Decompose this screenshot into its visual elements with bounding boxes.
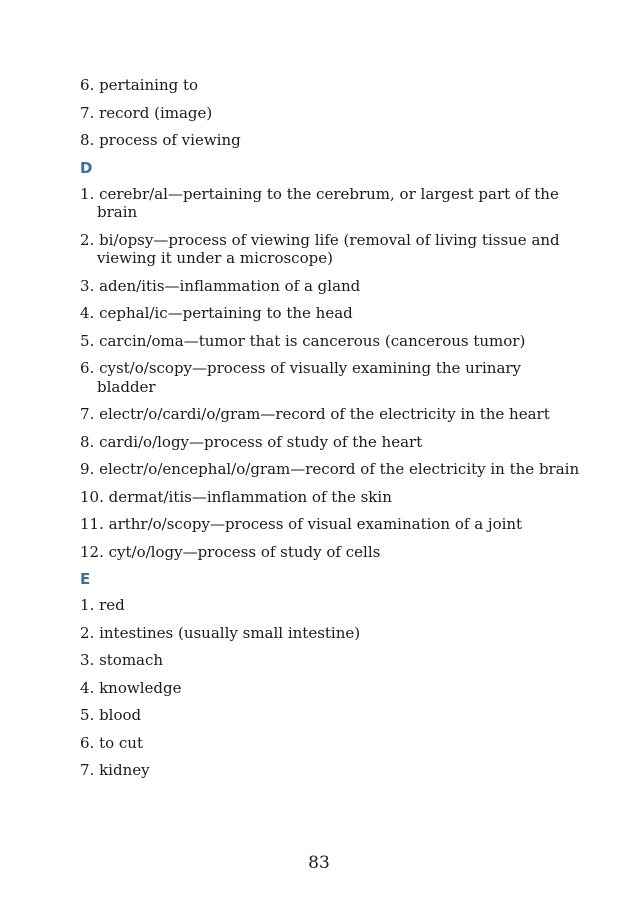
list-item: 4. cephal/ic—pertaining to the head	[80, 304, 353, 322]
list-item: 6. pertaining to	[80, 76, 199, 94]
list-item: 8. cardi/o/logy—process of study of the heart	[80, 432, 423, 451]
list-item: 2. bi/opsy—process of viewing life (removal of living tissue and viewing it under a microscope)	[80, 230, 560, 267]
list-item: 5. carcin/oma—tumor that is cancerous (cancerous tumor)	[80, 331, 526, 350]
list-item: 5. blood	[80, 706, 142, 724]
list-item: 11. arthr/o/scopy—process of visual examination of a joint	[80, 515, 523, 533]
section-e-list	[80, 596, 580, 780]
section-d-list	[80, 185, 580, 562]
list-item: 1. red	[80, 596, 125, 614]
list-item: 10. dermat/itis—inflammation of the skin	[80, 487, 392, 506]
list-item: 7. record (image)	[80, 103, 213, 122]
list-item: 7. kidney	[80, 761, 150, 779]
list-item: 1. cerebr/al—pertaining to the cerebrum, or largest part of the brain	[80, 184, 559, 221]
list-item: 3. aden/itis—inflammation of a gland	[80, 276, 361, 295]
section-e-heading: E	[80, 570, 91, 588]
list-item: 3. stomach	[80, 651, 164, 669]
list-item: 12. cyt/o/logy—process of study of cells	[80, 542, 381, 561]
list-item: 8. process of viewing	[80, 131, 241, 149]
section-c-list	[80, 76, 580, 150]
list-item: 4. knowledge	[80, 678, 182, 697]
page-number: 83	[308, 853, 330, 873]
list-item: 6. to cut	[80, 733, 143, 752]
list-item: 9. electr/o/encephal/o/gram—record of the electricity in the brain	[80, 460, 580, 478]
list-item: 7. electr/o/cardi/o/gram—record of the electricity in the heart	[80, 405, 550, 423]
answer-page	[80, 76, 580, 789]
list-item: 2. intestines (usually small intestine)	[80, 623, 361, 642]
section-d-heading: D	[80, 158, 93, 177]
list-item: 6. cyst/o/scopy—process of visually examining the urinary bladder	[80, 359, 522, 396]
